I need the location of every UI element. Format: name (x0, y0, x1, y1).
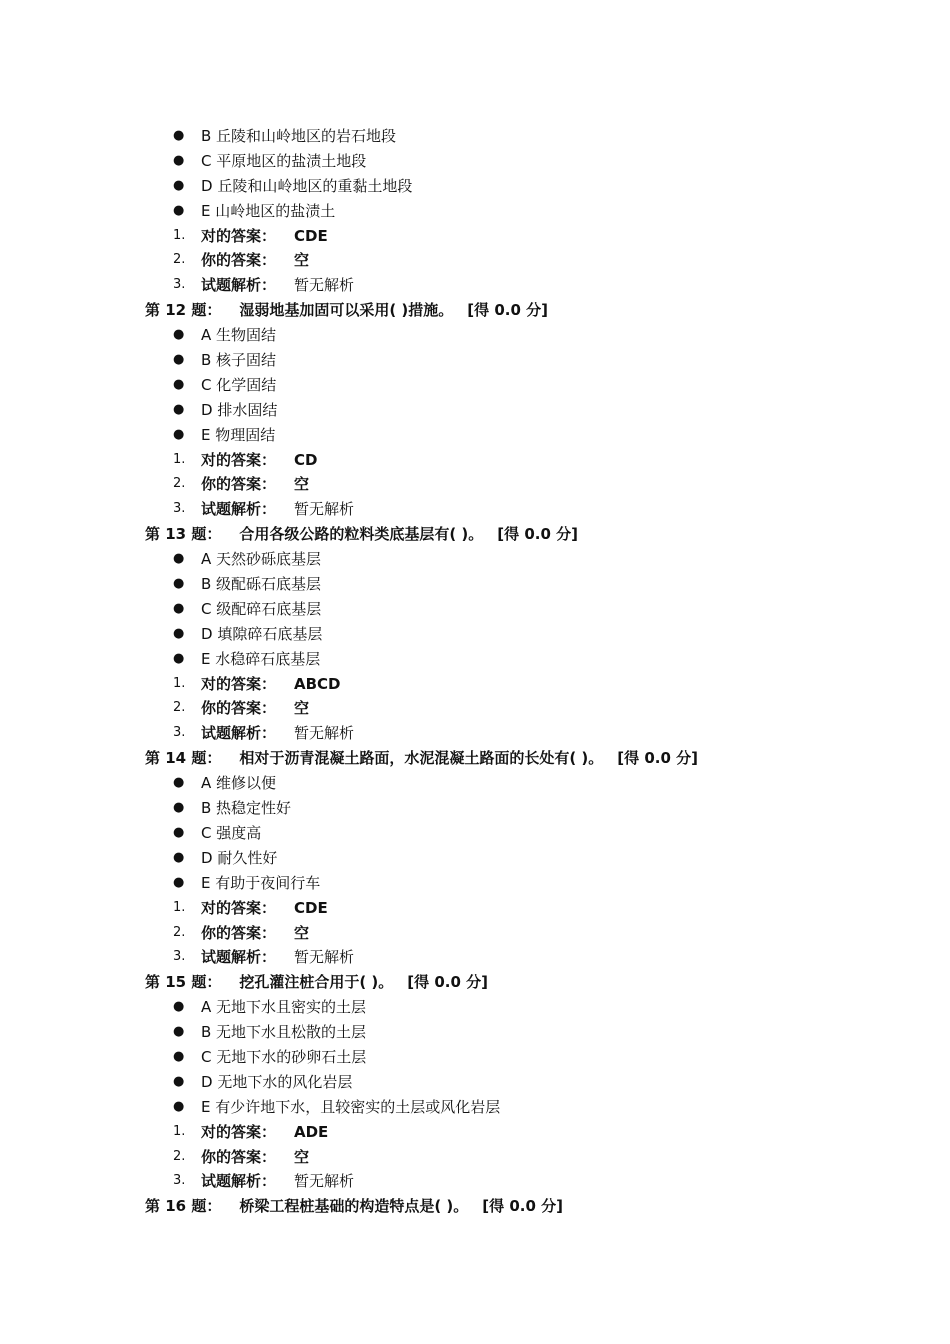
option-item (0, 124, 950, 149)
option-text: E 山岭地区的盐渍土 (201, 201, 336, 220)
bullet-icon: ● (173, 352, 185, 368)
list-number: 2. (173, 476, 186, 492)
bullet-icon: ● (173, 202, 185, 218)
option-text: A 天然砂砾底基层 (201, 550, 322, 569)
option-text: D 无地下水的风化岩层 (201, 1072, 353, 1091)
option-item (0, 995, 950, 1020)
option-item (0, 572, 950, 597)
answer-label: 对的答案： (201, 1122, 277, 1141)
list-number: 1. (173, 899, 186, 915)
list-number: 3. (173, 277, 186, 293)
question-score: [得 0.0 分] (482, 1197, 563, 1216)
answer-label: 对的答案： (201, 674, 277, 693)
question-number: 第 16 题： (145, 1197, 222, 1216)
answer-label: 对的答案： (201, 226, 277, 245)
answer-value: 暂无解析 (294, 948, 355, 967)
question-text: 合用各级公路的粒料类底基层有( )。 (239, 525, 484, 544)
option-item (0, 547, 950, 572)
option-item (0, 199, 950, 224)
document-body (0, 124, 950, 1219)
bullet-icon: ● (173, 874, 185, 890)
question-number: 第 13 题： (145, 525, 222, 544)
option-item (0, 149, 950, 174)
question-score: [得 0.0 分] (467, 301, 548, 320)
answer-value: 暂无解析 (294, 1172, 355, 1191)
option-text: C 无地下水的砂卵石土层 (201, 1047, 367, 1066)
answer-label: 你的答案： (201, 251, 277, 270)
answer-value: 暂无解析 (294, 276, 355, 295)
bullet-icon: ● (173, 128, 185, 143)
list-number: 1. (173, 451, 186, 467)
answer-item (0, 945, 950, 970)
option-text: D 耐久性好 (201, 848, 278, 867)
answer-label: 试题解析： (201, 1172, 277, 1191)
bullet-icon: ● (173, 650, 185, 666)
list-number: 2. (173, 252, 186, 268)
answer-label: 试题解析： (201, 948, 277, 967)
question-heading (0, 970, 950, 995)
answer-item (0, 273, 950, 298)
option-item (0, 771, 950, 796)
answer-label: 你的答案： (201, 699, 277, 718)
answer-label: 你的答案： (201, 475, 277, 494)
answer-item (0, 1145, 950, 1170)
bullet-icon: ● (173, 551, 185, 567)
bullet-icon: ● (173, 600, 185, 616)
bullet-icon: ● (173, 999, 185, 1015)
list-number: 3. (173, 725, 186, 741)
question-line (145, 298, 548, 323)
question-score: [得 0.0 分] (497, 525, 578, 544)
option-text: C 化学固结 (201, 375, 277, 394)
option-text: B 丘陵和山岭地区的岩石地段 (201, 127, 397, 145)
option-text: A 维修以便 (201, 774, 277, 793)
list-number: 3. (173, 949, 186, 965)
question-number: 第 12 题： (145, 301, 222, 320)
answer-label: 你的答案： (201, 1147, 277, 1166)
bullet-icon: ● (173, 824, 185, 840)
option-text: D 填隙碎石底基层 (201, 624, 323, 643)
option-item (0, 796, 950, 821)
answer-value: 暂无解析 (294, 724, 355, 743)
answer-item (0, 921, 950, 946)
question-line (145, 970, 488, 995)
option-text: C 级配碎石底基层 (201, 599, 322, 618)
answer-label: 试题解析： (201, 276, 277, 295)
answer-item (0, 248, 950, 273)
question-heading (0, 298, 950, 323)
answer-item (0, 497, 950, 522)
answer-value: ADE (294, 1122, 329, 1141)
option-item (0, 1095, 950, 1120)
list-number: 3. (173, 501, 186, 517)
bullet-icon: ● (173, 401, 185, 417)
question-heading (0, 522, 950, 547)
option-item (0, 1045, 950, 1070)
option-item (0, 821, 950, 846)
list-number: 1. (173, 1123, 186, 1139)
bullet-icon: ● (173, 426, 185, 442)
bullet-icon: ● (173, 849, 185, 865)
answer-item (0, 224, 950, 249)
list-number: 1. (173, 227, 186, 243)
answer-item (0, 896, 950, 921)
bullet-icon: ● (173, 800, 185, 816)
option-text: C 强度高 (201, 823, 262, 842)
bullet-icon: ● (173, 1048, 185, 1064)
answer-item (0, 448, 950, 473)
option-item (0, 373, 950, 398)
option-item (0, 348, 950, 373)
bullet-icon: ● (173, 376, 185, 392)
answer-value: 暂无解析 (294, 500, 355, 519)
question-line (145, 746, 698, 771)
answer-item (0, 696, 950, 721)
option-text: E 水稳碎石底基层 (201, 649, 321, 668)
list-number: 3. (173, 1173, 186, 1189)
bullet-icon: ● (173, 576, 185, 592)
answer-item (0, 1120, 950, 1145)
bullet-icon: ● (173, 177, 185, 193)
option-text: D 排水固结 (201, 400, 278, 419)
question-heading (0, 746, 950, 771)
answer-value: CD (294, 450, 318, 469)
option-item (0, 871, 950, 896)
question-text: 湿弱地基加固可以采用( )措施。 (239, 301, 454, 320)
question-number: 第 15 题： (145, 973, 222, 992)
option-item (0, 323, 950, 348)
option-item (0, 423, 950, 448)
option-item (0, 647, 950, 672)
list-number: 1. (173, 675, 186, 691)
option-item (0, 1070, 950, 1095)
answer-item (0, 472, 950, 497)
answer-label: 你的答案： (201, 923, 277, 942)
answer-label: 对的答案： (201, 898, 277, 917)
option-text: E 物理固结 (201, 425, 276, 444)
option-text: A 无地下水且密实的土层 (201, 998, 367, 1017)
option-text: D 丘陵和山岭地区的重黏土地段 (201, 176, 413, 195)
option-text: B 无地下水且松散的土层 (201, 1023, 367, 1042)
answer-value: CDE (294, 226, 328, 245)
question-score: [得 0.0 分] (407, 973, 488, 992)
question-number: 第 14 题： (145, 749, 222, 768)
question-text: 挖孔灌注桩合用于( )。 (239, 973, 394, 992)
answer-label: 对的答案： (201, 450, 277, 469)
answer-value: 空 (294, 923, 310, 942)
answer-value: ABCD (294, 674, 341, 693)
option-item (0, 597, 950, 622)
option-text: E 有助于夜间行车 (201, 873, 321, 892)
question-text: 桥梁工程桩基础的构造特点是( )。 (239, 1197, 469, 1216)
option-item (0, 1020, 950, 1045)
option-item (0, 622, 950, 647)
bullet-icon: ● (173, 775, 185, 791)
bullet-icon: ● (173, 152, 185, 168)
question-line (145, 1194, 563, 1219)
bullet-icon: ● (173, 1073, 185, 1089)
question-text: 相对于沥青混凝土路面，水泥混凝土路面的长处有( )。 (239, 749, 604, 768)
option-text: B 级配砾石底基层 (201, 575, 322, 594)
list-number: 2. (173, 700, 186, 716)
answer-label: 试题解析： (201, 500, 277, 519)
list-number: 2. (173, 924, 186, 940)
list-number: 2. (173, 1148, 186, 1164)
question-heading (0, 1194, 950, 1219)
bullet-icon: ● (173, 327, 185, 343)
answer-value: 空 (294, 251, 310, 270)
bullet-icon: ● (173, 1024, 185, 1040)
answer-value: 空 (294, 699, 310, 718)
option-text: A 生物固结 (201, 326, 277, 345)
question-score: [得 0.0 分] (617, 749, 698, 768)
option-text: C 平原地区的盐渍土地段 (201, 151, 367, 170)
answer-value: 空 (294, 475, 310, 494)
bullet-icon: ● (173, 1098, 185, 1114)
question-line (145, 522, 578, 547)
option-item (0, 174, 950, 199)
option-text: B 热稳定性好 (201, 799, 292, 818)
answer-item (0, 721, 950, 746)
answer-value: 空 (294, 1147, 310, 1166)
answer-item (0, 672, 950, 697)
answer-item (0, 1169, 950, 1194)
option-text: B 核子固结 (201, 351, 277, 370)
answer-label: 试题解析： (201, 724, 277, 743)
answer-value: CDE (294, 898, 328, 917)
option-item (0, 398, 950, 423)
option-text: E 有少许地下水，且较密实的土层或风化岩层 (201, 1097, 501, 1116)
option-item (0, 846, 950, 871)
bullet-icon: ● (173, 625, 185, 641)
